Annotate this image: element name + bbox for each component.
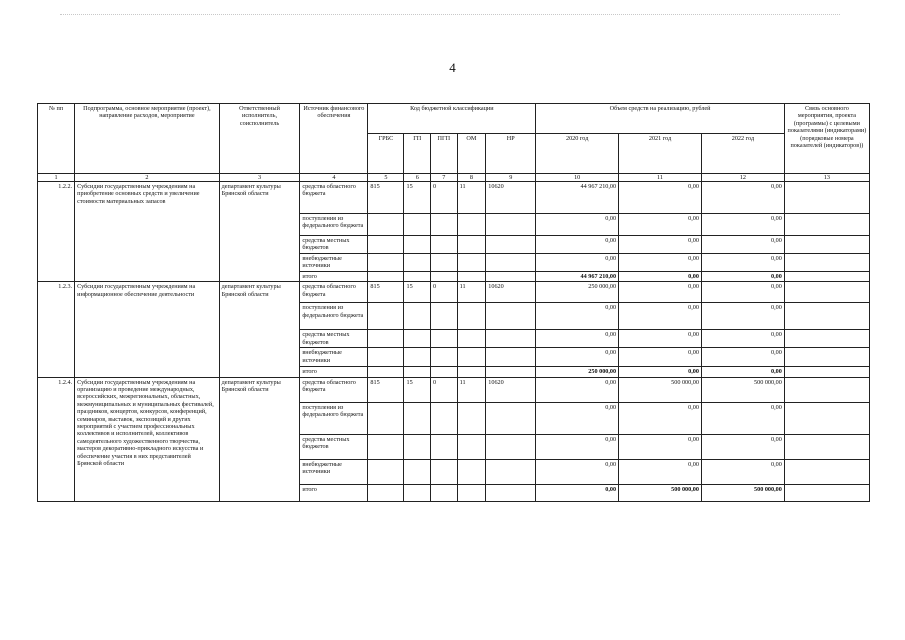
funding-source: поступления из федерального бюджета [300,402,368,434]
funding-source: итого [300,484,368,501]
amount-2022: 500 000,00 [701,484,784,501]
code-grbs [368,434,404,459]
indicator-link [784,271,869,281]
funding-source: средства областного бюджета [300,377,368,402]
amount-2021: 500 000,00 [619,377,702,402]
code-nr [486,271,536,281]
code-pgp [431,348,458,367]
column-number: 7 [431,174,458,182]
amount-2021: 0,00 [619,214,702,236]
amount-2020: 0,00 [536,214,619,236]
indicator-link [784,434,869,459]
code-om: 11 [457,377,486,402]
code-om: 11 [457,182,486,214]
funding-source: средства областного бюджета [300,182,368,214]
amount-2022: 0,00 [701,214,784,236]
code-nr [486,303,536,330]
funding-source: внебюджетные источники [300,459,368,484]
code-gp: 15 [404,182,431,214]
code-grbs [368,214,404,236]
header-nr: НР [486,134,536,174]
amount-2021: 500 000,00 [619,484,702,501]
amount-2020: 0,00 [536,459,619,484]
code-om [457,303,486,330]
scan-artifact [60,14,840,19]
amount-2020: 0,00 [536,484,619,501]
amount-2022: 0,00 [701,282,784,303]
indicator-link [784,236,869,254]
column-number: 12 [701,174,784,182]
header-2022: 2022 год [701,134,784,174]
code-om [457,253,486,271]
code-pgp: 0 [431,182,458,214]
indicator-link [784,303,869,330]
code-nr [486,253,536,271]
indicator-link [784,367,869,377]
indicator-link [784,253,869,271]
amount-2021: 0,00 [619,434,702,459]
funding-source: итого [300,367,368,377]
code-pgp [431,236,458,254]
code-gp: 15 [404,377,431,402]
column-number: 4 [300,174,368,182]
header-program: Подпрограмма, основное мероприятие (проект), направление расходов, мероприятие [75,104,219,174]
header-grbs: ГРБС [368,134,404,174]
table-body [38,182,870,502]
amount-2020: 0,00 [536,303,619,330]
amount-2021: 0,00 [619,282,702,303]
code-grbs [368,484,404,501]
code-gp [404,348,431,367]
code-om [457,348,486,367]
code-pgp: 0 [431,282,458,303]
header-pgp: ПГП [431,134,458,174]
indicator-link [784,402,869,434]
amount-2020: 0,00 [536,402,619,434]
column-number: 13 [784,174,869,182]
row-number: 1.2.2. [38,182,75,282]
code-gp [404,330,431,348]
amount-2020: 0,00 [536,330,619,348]
amount-2022: 0,00 [701,253,784,271]
column-number: 9 [486,174,536,182]
header-budget-code: Код бюджетной классификации [368,104,536,134]
executor: департамент культуры Брянской области [219,182,300,282]
funding-source: внебюджетные источники [300,253,368,271]
code-gp: 15 [404,282,431,303]
amount-2022: 0,00 [701,348,784,367]
code-gp [404,402,431,434]
code-nr [486,367,536,377]
amount-2021: 0,00 [619,271,702,281]
code-gp [404,271,431,281]
column-number: 3 [219,174,300,182]
code-grbs [368,348,404,367]
code-nr [486,484,536,501]
amount-2021: 0,00 [619,459,702,484]
code-om [457,434,486,459]
amount-2022: 0,00 [701,367,784,377]
funding-source: итого [300,271,368,281]
code-grbs [368,459,404,484]
code-om: 11 [457,282,486,303]
code-om [457,214,486,236]
amount-2020: 0,00 [536,236,619,254]
executor: департамент культуры Брянской области [219,377,300,501]
header-2020: 2020 год [536,134,619,174]
indicator-link [784,348,869,367]
code-pgp [431,303,458,330]
amount-2022: 0,00 [701,303,784,330]
code-pgp [431,253,458,271]
amount-2020: 250 000,00 [536,367,619,377]
table-row [38,182,870,214]
code-om [457,459,486,484]
row-number: 1.2.3. [38,282,75,377]
code-gp [404,459,431,484]
amount-2021: 0,00 [619,402,702,434]
table-row [38,377,870,402]
indicator-link [784,377,869,402]
code-gp [404,214,431,236]
header-2021: 2021 год [619,134,702,174]
code-grbs [368,236,404,254]
funding-source: средства областного бюджета [300,282,368,303]
code-om [457,236,486,254]
code-grbs [368,367,404,377]
code-om [457,367,486,377]
code-grbs: 815 [368,182,404,214]
code-om [457,271,486,281]
code-grbs [368,330,404,348]
amount-2020: 44 967 210,00 [536,182,619,214]
funding-source: поступления из федерального бюджета [300,303,368,330]
indicator-link [784,330,869,348]
code-pgp: 0 [431,377,458,402]
code-pgp [431,367,458,377]
funding-source: средства местных бюджетов [300,434,368,459]
code-nr: 10620 [486,282,536,303]
column-number: 10 [536,174,619,182]
code-pgp [431,459,458,484]
amount-2021: 0,00 [619,303,702,330]
funding-source: поступления из федерального бюджета [300,214,368,236]
code-pgp [431,271,458,281]
amount-2022: 0,00 [701,236,784,254]
code-pgp [431,330,458,348]
amount-2020: 250 000,00 [536,282,619,303]
code-om [457,330,486,348]
indicator-link [784,214,869,236]
code-grbs [368,253,404,271]
code-nr [486,236,536,254]
code-grbs [368,303,404,330]
column-number: 8 [457,174,486,182]
budget-table [37,103,870,502]
header-executor: Ответственный исполнитель, соисполнитель [219,104,300,174]
amount-2020: 44 967 210,00 [536,271,619,281]
row-number: 1.2.4. [38,377,75,501]
code-nr: 10620 [486,377,536,402]
column-number: 6 [404,174,431,182]
code-grbs [368,402,404,434]
code-pgp [431,214,458,236]
amount-2022: 0,00 [701,330,784,348]
amount-2022: 500 000,00 [701,377,784,402]
code-gp [404,434,431,459]
amount-2021: 0,00 [619,367,702,377]
funding-source: внебюджетные источники [300,348,368,367]
code-pgp [431,402,458,434]
amount-2021: 0,00 [619,253,702,271]
code-nr: 10620 [486,182,536,214]
amount-2022: 0,00 [701,271,784,281]
amount-2020: 0,00 [536,377,619,402]
amount-2022: 0,00 [701,402,784,434]
amount-2021: 0,00 [619,348,702,367]
indicator-link [784,459,869,484]
code-pgp [431,434,458,459]
header-volume: Объем средств на реализацию, рублей [536,104,785,134]
code-grbs: 815 [368,282,404,303]
amount-2021: 0,00 [619,330,702,348]
code-pgp [431,484,458,501]
measure-title: Субсидии государственным учреждениям на организацию и проведение международных, всероссийских, межрегиональных, областных, межмуниципальных и муниципальных фестивалей, праздников, концертов, конкурсов, конференций, семинаров, выставок, экспозиций и других мероприятий с участием профессиональных коллективов и исполнителей, коллективов самодеятельного художественного творчества, мастеров декоративно-прикладного искусства и обеспечение участия в них представителей Брянской области [75,377,219,501]
amount-2021: 0,00 [619,182,702,214]
amount-2020: 0,00 [536,434,619,459]
code-gp [404,484,431,501]
amount-2022: 0,00 [701,182,784,214]
code-gp [404,236,431,254]
indicator-link [784,282,869,303]
page-number: 4 [449,60,456,75]
code-gp [404,367,431,377]
code-gp [404,303,431,330]
executor: департамент культуры Брянской области [219,282,300,377]
amount-2020: 0,00 [536,253,619,271]
code-grbs [368,271,404,281]
code-nr [486,459,536,484]
code-grbs: 815 [368,377,404,402]
header-source: Источник финансового обеспечения [300,104,368,174]
measure-title: Субсидии государственным учреждениям на приобретение основных средств и увеличение стоимости материальных запасов [75,182,219,282]
table-row [38,282,870,303]
header-num: № пп [38,104,75,174]
amount-2020: 0,00 [536,348,619,367]
code-om [457,402,486,434]
column-number: 11 [619,174,702,182]
code-nr [486,348,536,367]
column-number: 2 [75,174,219,182]
funding-source: средства местных бюджетов [300,330,368,348]
code-om [457,484,486,501]
column-numbers-row [38,174,870,182]
indicator-link [784,182,869,214]
measure-title: Субсидии государственным учреждениям на информационное обеспечение деятельности [75,282,219,377]
code-gp [404,253,431,271]
header-link: Связь основного мероприятия, проекта (программы) с целевыми показателями (индикаторами) (порядковые номера показателей (индикаторов)) [784,104,869,174]
code-nr [486,434,536,459]
amount-2021: 0,00 [619,236,702,254]
amount-2022: 0,00 [701,459,784,484]
code-nr [486,214,536,236]
header-om: ОМ [457,134,486,174]
column-number: 5 [368,174,404,182]
code-nr [486,402,536,434]
amount-2022: 0,00 [701,434,784,459]
indicator-link [784,484,869,501]
funding-source: средства местных бюджетов [300,236,368,254]
column-number: 1 [38,174,75,182]
header-gp: ГП [404,134,431,174]
code-nr [486,330,536,348]
